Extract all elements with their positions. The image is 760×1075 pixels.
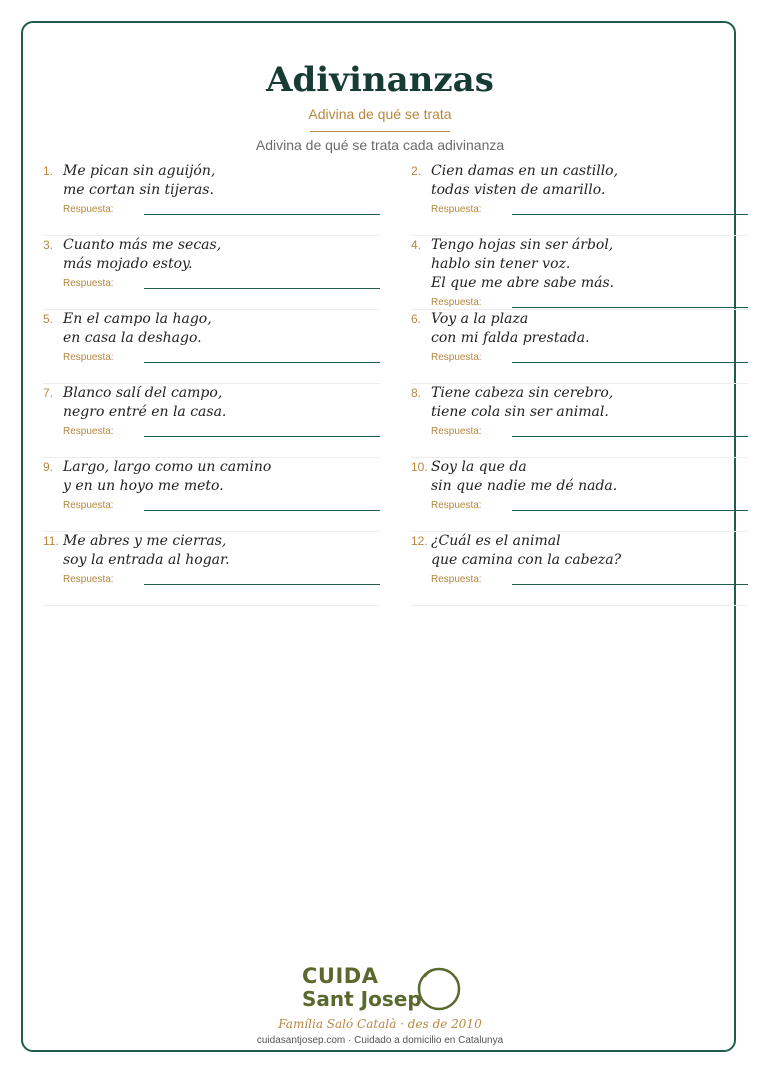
riddle-number: 5.	[43, 312, 54, 326]
answer-label: Respuesta:	[63, 278, 114, 289]
logo-word-sant-josep: Sant Josep	[302, 987, 422, 1011]
riddle-item	[43, 532, 380, 606]
answer-label: Respuesta:	[431, 574, 482, 585]
riddle-line: Cuanto más me secas,	[63, 237, 222, 253]
riddle-number: 11.	[43, 534, 59, 548]
riddle-line: sin que nadie me dé nada.	[431, 478, 618, 494]
riddle-line: Soy la que da	[431, 459, 527, 475]
riddle-number: 12.	[411, 534, 428, 548]
riddle-number: 4.	[411, 238, 422, 252]
riddle-item	[411, 458, 748, 532]
riddle-number: 8.	[411, 386, 422, 400]
riddle-line: tiene cola sin ser animal.	[431, 404, 609, 420]
answer-line[interactable]	[144, 288, 380, 289]
tagline: Família Saló Català · des de 2010	[278, 1017, 482, 1031]
riddle-text	[63, 310, 212, 348]
answer-line[interactable]	[512, 436, 748, 437]
answer-label: Respuesta:	[431, 426, 482, 437]
answer-label: Respuesta:	[431, 204, 482, 215]
riddle-item	[43, 162, 380, 236]
riddle-line: Me abres y me cierras,	[63, 533, 227, 549]
riddle-number: 9.	[43, 460, 54, 474]
riddle-item	[43, 236, 380, 310]
riddle-item	[411, 310, 748, 384]
logo-word-cuida: CUIDA	[302, 964, 379, 988]
riddle-line: negro entré en la casa.	[63, 404, 227, 420]
riddle-line: Cien damas en un castillo,	[431, 163, 619, 179]
riddle-line: todas visten de amarillo.	[431, 182, 606, 198]
riddle-text	[63, 236, 221, 274]
riddle-text	[431, 310, 590, 348]
answer-line[interactable]	[144, 214, 380, 215]
riddle-line: Tengo hojas sin ser árbol,	[431, 237, 614, 253]
riddle-line: que camina con la cabeza?	[431, 552, 622, 568]
answer-label: Respuesta:	[63, 500, 114, 511]
riddle-text	[431, 236, 614, 293]
answer-line[interactable]	[144, 436, 380, 437]
answer-label: Respuesta:	[431, 500, 482, 511]
riddle-text	[63, 162, 215, 200]
riddle-line: hablo sin tener voz.	[431, 256, 571, 272]
answer-label: Respuesta:	[431, 297, 482, 308]
riddle-line: en casa la deshago.	[63, 330, 202, 346]
riddle-number: 7.	[43, 386, 54, 400]
answer-line[interactable]	[512, 362, 748, 363]
riddle-number: 1.	[43, 164, 54, 178]
riddle-line: y en un hoyo me meto.	[63, 478, 224, 494]
riddle-line: con mi falda prestada.	[431, 330, 590, 346]
answer-label: Respuesta:	[63, 426, 114, 437]
riddle-item	[43, 384, 380, 458]
riddle-text	[431, 458, 617, 496]
riddle-line: Me pican sin aguijón,	[63, 163, 216, 179]
answer-line[interactable]	[144, 510, 380, 511]
subtitle-divider	[310, 131, 450, 132]
riddle-line: El que me abre sabe más.	[431, 275, 615, 291]
riddle-line: Largo, largo como un camino	[63, 459, 272, 475]
answer-line[interactable]	[512, 307, 748, 308]
riddle-number: 3.	[43, 238, 54, 252]
answer-line[interactable]	[144, 584, 380, 585]
riddle-item	[411, 532, 748, 606]
answer-line[interactable]	[512, 510, 748, 511]
page-subtitle: Adivina de qué se trata	[308, 106, 452, 122]
answer-label: Respuesta:	[63, 352, 114, 363]
riddle-item	[411, 162, 748, 236]
riddle-item	[411, 384, 748, 458]
answer-label: Respuesta:	[63, 204, 114, 215]
riddle-text	[63, 532, 230, 570]
riddle-line: ¿Cuál es el animal	[431, 533, 561, 549]
cuida-sant-josep-logo	[302, 964, 472, 1014]
answer-label: Respuesta:	[431, 352, 482, 363]
riddle-number: 2.	[411, 164, 422, 178]
riddle-line: En el campo la hago,	[63, 311, 212, 327]
riddle-line: Tiene cabeza sin cerebro,	[431, 385, 614, 401]
footer-contact: cuidasantjosep.com · Cuidado a domicilio en Catalunya	[256, 1035, 504, 1046]
riddle-text	[63, 384, 226, 422]
logo-circle-icon	[414, 965, 464, 1013]
riddle-line: Voy a la plaza	[431, 311, 529, 327]
page-title: Adivinanzas	[266, 60, 494, 100]
riddle-number: 10.	[411, 460, 428, 474]
riddle-item	[43, 458, 380, 532]
instructions: Adivina de qué se trata cada adivinanza	[255, 137, 505, 153]
answer-line[interactable]	[512, 584, 748, 585]
riddle-line: soy la entrada al hogar.	[63, 552, 230, 568]
riddle-item	[411, 236, 748, 310]
riddle-line: Blanco salí del campo,	[63, 385, 223, 401]
riddle-number: 6.	[411, 312, 422, 326]
answer-line[interactable]	[144, 362, 380, 363]
riddle-text	[431, 532, 621, 570]
answer-line[interactable]	[512, 214, 748, 215]
riddle-text	[63, 458, 271, 496]
answer-label: Respuesta:	[63, 574, 114, 585]
riddle-text	[431, 384, 613, 422]
riddle-text	[431, 162, 618, 200]
riddle-line: más mojado estoy.	[63, 256, 193, 272]
riddle-item	[43, 310, 380, 384]
riddle-line: me cortan sin tijeras.	[63, 182, 214, 198]
